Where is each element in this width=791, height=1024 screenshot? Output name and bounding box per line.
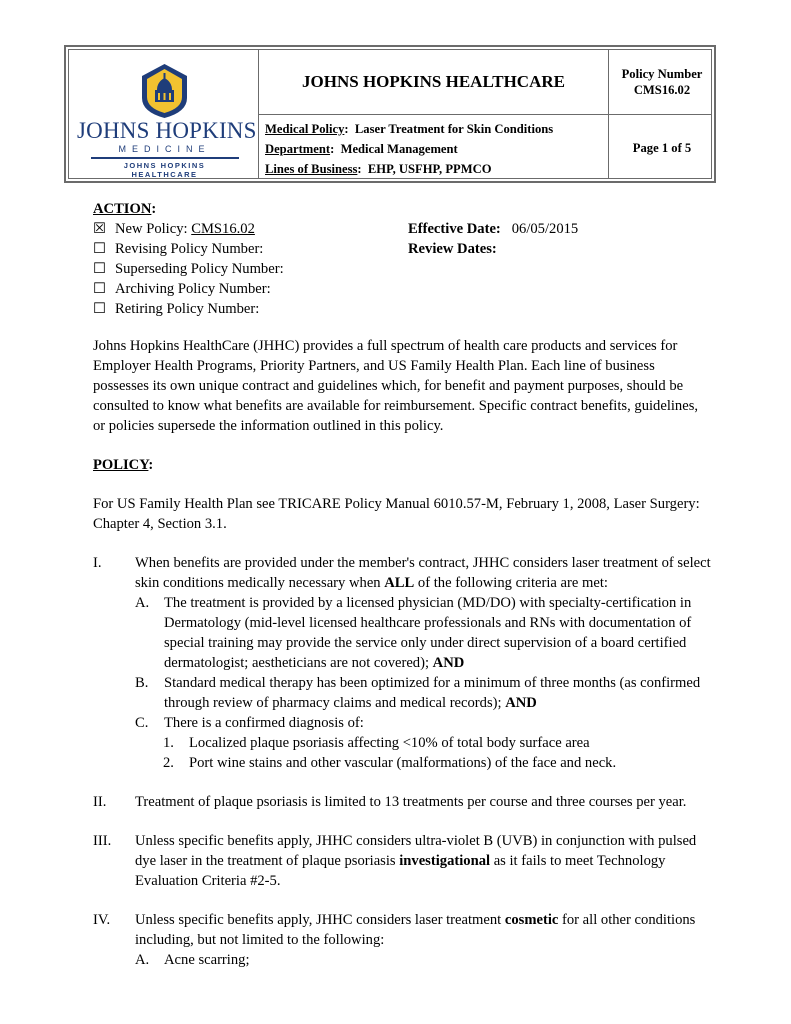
item-letter: C.	[135, 715, 149, 731]
lob-value: EHP, USFHP, PPMCO	[367, 162, 492, 176]
item-text: When benefits are provided under the member's contract, JHHC considers laser treatment of select skin conditions medically necessary when	[135, 555, 711, 591]
policy-number-value: CMS16.02	[633, 83, 691, 97]
johns-hopkins-logo	[77, 60, 257, 179]
logo-rule	[91, 157, 239, 159]
item-number: III.	[93, 833, 112, 849]
review-dates-label: Review Dates:	[408, 241, 497, 257]
unchecked-checkbox-icon: ☐	[93, 241, 107, 257]
item-text: Acne scarring;	[164, 952, 250, 968]
medical-policy-value: Laser Treatment for Skin Conditions	[354, 122, 554, 136]
item-bold-text: cosmetic	[504, 912, 559, 928]
policy-metadata	[265, 119, 610, 179]
item-text: Standard medical therapy has been optimized for a minimum of three months (as confirmed through review of pharmacy claims and medical records);	[164, 675, 701, 711]
item-number: 2.	[163, 755, 174, 771]
item-text: as it fails to meet Technology Evaluation Criteria #2-5.	[135, 853, 666, 889]
item-letter: A.	[135, 952, 150, 968]
item-number: II.	[93, 794, 107, 810]
policy-item-2	[93, 792, 713, 812]
policy-item-1-b	[93, 673, 713, 713]
item-letter: A.	[135, 595, 150, 611]
item-text: Localized plaque psoriasis affecting <10% of total body surface area	[189, 735, 590, 751]
item-text: There is a confirmed diagnosis of:	[164, 715, 364, 731]
revising-label: Revising Policy Number:	[115, 241, 264, 257]
logo-title: JOHNS HOPKINS	[77, 118, 257, 143]
archiving-label: Archiving Policy Number:	[115, 281, 271, 297]
item-text: Treatment of plaque psoriasis is limited to 13 treatments per course and three courses per year.	[135, 794, 687, 810]
policy-item-4-a	[93, 950, 713, 970]
effective-date	[408, 219, 578, 239]
item-text: for all other conditions including, but not limited to the following:	[135, 912, 696, 948]
policy-heading: POLICY	[93, 457, 149, 473]
policy-item-1	[93, 553, 713, 593]
shield-dome-icon	[77, 60, 252, 120]
item-text: Unless specific benefits apply, JHHC considers ultra-violet B (UVB) in conjunction with pulsed dye laser in the treatment of plaque psoriasis	[135, 833, 697, 869]
policy-number-label: Policy Number	[621, 67, 703, 81]
department-value: Medical Management	[340, 142, 458, 156]
policy-item-3	[93, 831, 713, 891]
item-text: The treatment is provided by a licensed physician (MD/DO) with specialty-certification in Dermatology (mid-level licensed healthcare professionals and RNs with documentation of special training may provide the service only under direct supervision of a board certified dermatologist; aestheticians are not covered);	[164, 595, 692, 671]
item-number: IV.	[93, 912, 111, 928]
and-keyword: AND	[432, 655, 465, 671]
document-body	[93, 199, 713, 970]
policy-item-4	[93, 910, 713, 950]
new-policy-label: New Policy:	[115, 221, 188, 237]
department-label: Department	[265, 142, 331, 156]
policy-header-inner	[68, 49, 712, 179]
department-line: Department: Medical Management	[265, 142, 458, 156]
logo-division-line2: HEALTHCARE	[131, 170, 198, 179]
action-heading: ACTION	[93, 201, 152, 217]
item-number: I.	[93, 555, 102, 571]
policy-item-1-c-1	[93, 733, 713, 753]
effective-date-label: Effective Date:	[408, 221, 501, 237]
retiring-label: Retiring Policy Number:	[115, 301, 260, 317]
policy-item-1-c	[93, 713, 713, 733]
item-text: Port wine stains and other vascular (malformations) of the face and neck.	[189, 755, 617, 771]
medical-policy-label: Medical Policy	[265, 122, 345, 136]
policy-item-1-c-2	[93, 753, 713, 773]
logo-subtitle: MEDICINE	[118, 144, 211, 154]
usfhp-paragraph: For US Family Health Plan see TRICARE Policy Manual 6010.57-M, February 1, 2008, Laser Surgery: Chapter 4, Section 3.1.	[93, 496, 700, 532]
item-number: 1.	[163, 735, 174, 751]
item-letter: B.	[135, 675, 149, 691]
item-text: of the following criteria are met:	[414, 575, 608, 591]
lob-label: Lines of Business	[265, 162, 358, 176]
policy-item-1-a	[93, 593, 713, 673]
item-bold-text: ALL	[384, 575, 415, 591]
page-indicator: Page 1 of 5	[632, 140, 692, 155]
action-heading-row: ACTION:	[93, 201, 157, 217]
logo-division	[77, 161, 252, 179]
unchecked-checkbox-icon: ☐	[93, 261, 107, 277]
superseding-label: Superseding Policy Number:	[115, 261, 284, 277]
action-new-policy-row	[93, 219, 713, 239]
policy-header-table	[64, 45, 716, 183]
medical-policy-line: Medical Policy: Laser Treatment for Skin Conditions	[265, 122, 554, 136]
action-superseding-row	[93, 259, 713, 279]
new-policy-value: CMS16.02	[191, 221, 255, 237]
checked-checkbox-icon: ☒	[93, 221, 107, 237]
policy-number-cell	[609, 50, 715, 114]
unchecked-checkbox-icon: ☐	[93, 301, 107, 317]
action-archiving-row	[93, 279, 713, 299]
unchecked-checkbox-icon: ☐	[93, 281, 107, 297]
action-retiring-row	[93, 299, 713, 319]
logo-division-line1: JOHNS HOPKINS	[123, 161, 206, 170]
item-text: Unless specific benefits apply, JHHC considers laser treatment	[135, 912, 505, 928]
and-keyword: AND	[505, 695, 537, 711]
action-revising-row	[93, 239, 713, 259]
lob-line: Lines of Business: EHP, USFHP, PPMCO	[265, 162, 492, 176]
organization-title: JOHNS HOPKINS HEALTHCARE	[302, 72, 565, 91]
intro-paragraph: Johns Hopkins HealthCare (JHHC) provides a full spectrum of health care products and services for Employer Health Programs, Priority Partners, and US Family Health Plan. Each line of business possesses its own unique contract and guidelines which, for benefit and payment purposes, should be consulted to know what benefits are available for reimbursement. Specific contract benefits, guidelines, or policies supersede the information outlined in this policy.	[93, 338, 699, 434]
item-bold-text: investigational	[399, 853, 491, 869]
effective-date-value: 06/05/2015	[511, 221, 579, 237]
policy-heading-row: POLICY:	[93, 457, 154, 473]
